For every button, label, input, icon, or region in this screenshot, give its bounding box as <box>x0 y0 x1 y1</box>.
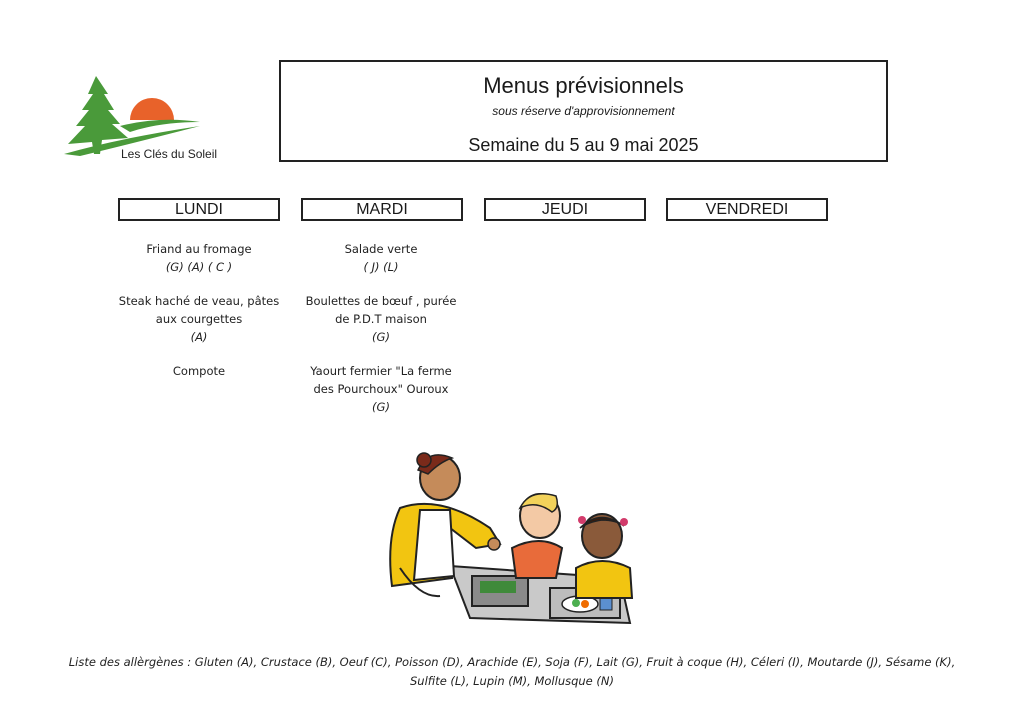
dish-allergens: ( J) (L) <box>363 260 399 274</box>
menu-item <box>296 362 466 416</box>
menu-item <box>114 292 284 346</box>
dish-allergens: (G) (A) ( C ) <box>165 260 233 274</box>
day-header-vendredi: VENDREDI <box>666 198 828 221</box>
dish-name-line2: des Pourchoux" Ouroux <box>313 382 449 396</box>
day-header-jeudi: JEUDI <box>484 198 646 221</box>
menu-column-mardi <box>296 240 466 432</box>
menu-column-lundi <box>114 240 284 396</box>
dish-name: Steak haché de veau, pâtes <box>118 294 280 308</box>
dish-name-line2: aux courgettes <box>155 312 243 326</box>
cafeteria-illustration <box>380 448 640 633</box>
logo <box>60 72 250 164</box>
dish-name: Yaourt fermier "La ferme <box>310 364 452 378</box>
dish-name-line2: de P.D.T maison <box>335 312 427 326</box>
day-header-mardi: MARDI <box>301 198 463 221</box>
dish-name: Salade verte <box>344 242 418 256</box>
week-label: Semaine du 5 au 9 mai 2025 <box>468 135 699 155</box>
dish-allergens: (G) <box>372 330 390 344</box>
dish-allergens: (A) <box>190 330 208 344</box>
allergen-legend-line2: Sulfite (L), Lupin (M), Mollusque (N) <box>409 674 614 688</box>
dish-allergens: (G) <box>372 400 390 414</box>
dish-name: Friand au fromage <box>146 242 252 256</box>
dish-name: Boulettes de bœuf , purée <box>305 294 457 308</box>
menu-item <box>296 240 466 276</box>
allergen-legend <box>40 653 984 691</box>
page-title: Menus prévisionnels <box>483 73 684 98</box>
menu-item <box>114 240 284 276</box>
menu-item <box>114 362 284 380</box>
allergen-legend-line1: Liste des allèrgènes : Gluten (A), Crustace (B), Oeuf (C), Poisson (D), Arachide (E), Soja (F), Lait (G), Fruit à coque (H), Céleri (I), Moutarde (J), Sésame (K), <box>68 655 956 669</box>
cafeteria-illustration-graphic <box>380 448 640 633</box>
logo-name: Les Clés du Soleil <box>121 147 218 161</box>
menu-item <box>296 292 466 346</box>
header-box <box>279 60 888 162</box>
page-subtitle: sous réserve d'approvisionnement <box>492 104 675 118</box>
dish-name: Compote <box>172 364 226 378</box>
day-header-lundi: LUNDI <box>118 198 280 221</box>
